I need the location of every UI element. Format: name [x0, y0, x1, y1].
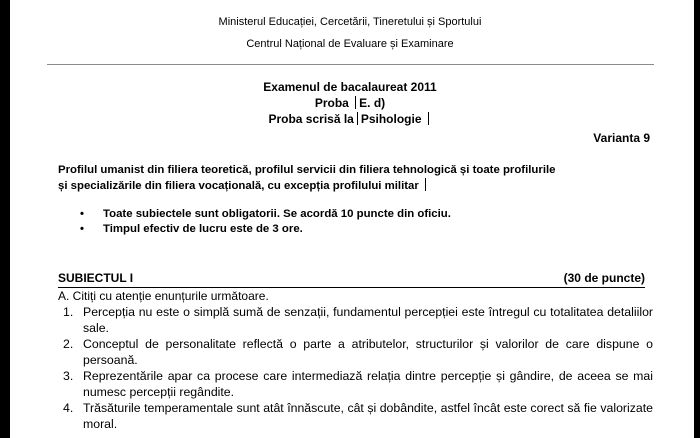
list-item — [58, 401, 653, 432]
proba-prefix: Proba — [314, 96, 349, 110]
variant-label: Varianta 9 — [593, 131, 650, 145]
item-number: 4. — [63, 401, 74, 415]
field-marker — [357, 112, 358, 125]
right-border — [694, 0, 700, 438]
proba-line — [0, 96, 700, 111]
section-points: (30 de puncte) — [563, 271, 645, 285]
exam-subject: Psihologie — [360, 112, 422, 126]
item-text: Percepția nu este o simplă sumă de senzații, fundamentul percepției este întregul cu totalitatea detaliilor sale. — [83, 305, 653, 335]
instruction-text: Timpul efectiv de lucru este de 3 ore. — [103, 223, 303, 235]
profile-line-1: Profilul umanist din filiera teoretică, profilul servicii din filiera tehnologică și toate profilurile — [58, 164, 556, 176]
item-text: Reprezentările apar ca procese care intermediază relația dintre percepție și gândire, de aceea se mai numesc percepții regândite. — [83, 369, 653, 399]
list-item — [58, 305, 653, 336]
section-instruction: A. Citiți cu atenție enunțurile următoare. — [58, 289, 269, 303]
left-border — [0, 0, 10, 438]
section-header — [58, 271, 645, 288]
profile-line-2-text: și specializările din filiera vocațională, cu excepția profilului militar — [58, 180, 419, 192]
written-exam-line — [0, 112, 700, 127]
field-marker — [428, 112, 429, 125]
field-marker — [355, 96, 356, 109]
item-text: Trăsăturile temperamentale sunt atât înnăscute, cât și dobândite, astfel încât este corect să fie valorizate moral. — [83, 401, 653, 431]
list-item — [80, 207, 640, 222]
header-divider — [47, 64, 654, 65]
profile-line-2 — [58, 178, 658, 194]
list-item — [58, 369, 653, 400]
evaluation-center: Centrul Național de Evaluare și Examinare — [246, 38, 454, 50]
list-item — [58, 337, 653, 368]
bullet-icon: • — [80, 223, 84, 235]
statement-list — [58, 305, 653, 433]
item-number: 2. — [63, 337, 74, 351]
item-number: 3. — [63, 369, 74, 383]
item-text: Conceptul de personalitate reflectă o parte a atributelor, structurilor și valorilor de care dispune o persoană. — [83, 337, 653, 367]
item-number: 1. — [63, 305, 74, 319]
ministry-name: Ministerul Educației, Cercetării, Tineretului și Sportului — [218, 16, 482, 28]
instruction-list — [80, 207, 640, 237]
bullet-icon: • — [80, 208, 84, 220]
proba-value: E. d) — [359, 96, 386, 110]
list-item — [80, 222, 640, 237]
field-marker — [425, 178, 426, 191]
exam-title: Examenul de bacalaureat 2011 — [263, 80, 437, 94]
section-title: SUBIECTUL I — [58, 271, 134, 285]
instruction-text: Toate subiectele sunt obligatorii. Se acordă 10 puncte din oficiu. — [103, 208, 451, 220]
profile-description — [58, 163, 658, 194]
written-prefix: Proba scrisă la — [268, 112, 354, 126]
